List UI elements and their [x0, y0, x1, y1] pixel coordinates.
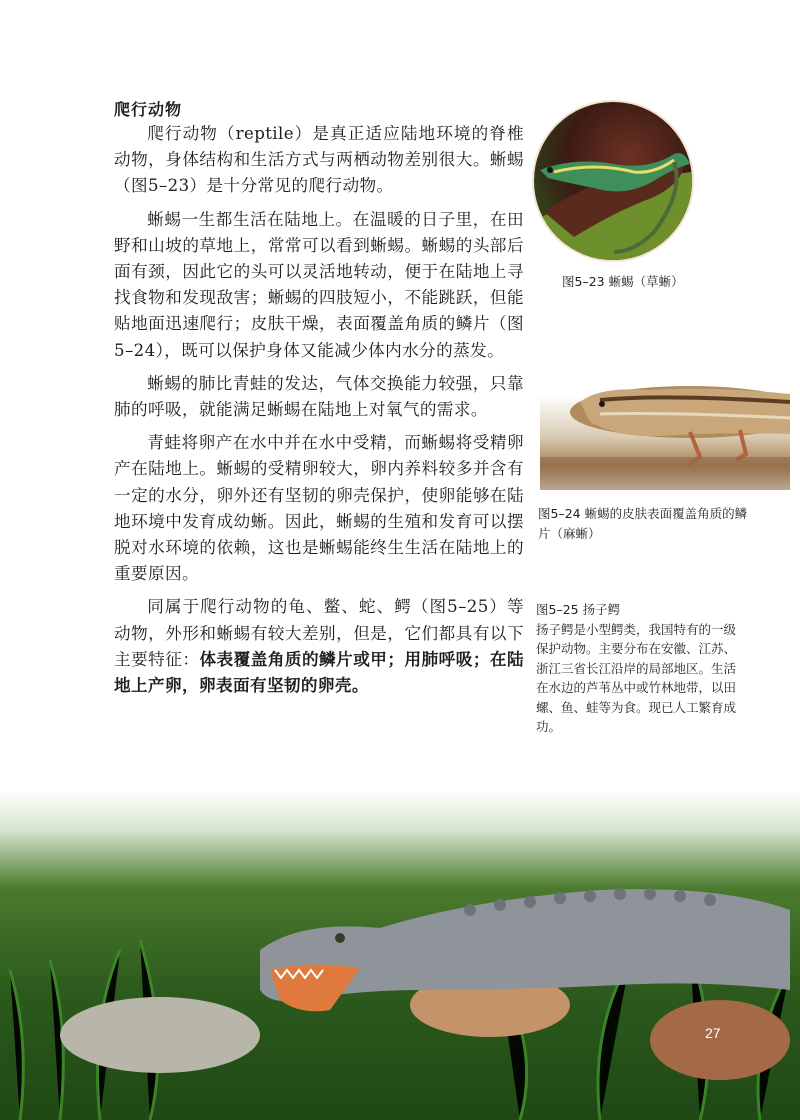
grass-lizard-illustration	[534, 102, 692, 260]
section-heading: 爬行动物	[114, 100, 183, 119]
main-text	[114, 121, 524, 706]
features-emphasis: 体表覆盖角质的鳞片或甲；用肺呼吸；在陆地上产卵，卵表面有坚韧的卵壳。	[114, 649, 524, 696]
figure-5-25-text: 扬子鳄是小型鳄类，我国特有的一级保护动物。主要分布在安徽、江苏、浙江三省长江沿岸的局部地区。生活在水边的芦苇丛中或竹林地带，以田螺、鱼、蛙等为食。现已人工繁育成功。	[536, 621, 737, 734]
figure-5-24-caption: 图5–24 蜥蜴的皮肤表面覆盖角质的鳞片（麻蜥）	[538, 506, 748, 541]
figure-5-25-title: 图5–25 扬子鳄	[536, 602, 621, 617]
features-lead: 同属于爬行动物的龟、鳖、蛇、鳄（图5–25）等动物，外形和蜥蜴有较大差别，但是，它们都具有以下主要特征：	[114, 597, 524, 669]
paragraph-features	[114, 594, 524, 699]
figure-5-25-caption	[536, 600, 736, 737]
page-number: 27	[705, 1025, 721, 1041]
paragraph: 青蛙将卵产在水中并在水中受精，而蜥蜴将受精卵产在陆地上。蜥蜴的受精卵较大，卵内养料较多并含有一定的水分，卵外还有坚韧的卵壳保护，使卵能够在陆地环境中发育成幼蜥。因此，蜥蜴的生殖和发育可以摆脱对水环境的依赖，这也是蜥蜴能终生生活在陆地上的重要原因。	[114, 433, 524, 584]
lizard-photo-circle	[532, 100, 694, 262]
chinese-alligator-photo	[0, 790, 800, 1120]
sand-lizard-illustration	[540, 372, 790, 490]
alligator-illustration	[0, 790, 800, 1120]
figure-5-23-caption: 图5–23 蜥蜴（草蜥）	[562, 274, 684, 289]
paragraph: 蜥蜴的肺比青蛙的发达，气体交换能力较强，只靠肺的呼吸，就能满足蜥蜴在陆地上对氧气的需求。	[114, 373, 524, 420]
scaly-lizard-photo	[540, 372, 790, 490]
paragraph: 蜥蜴一生都生活在陆地上。在温暖的日子里，在田野和山坡的草地上，常常可以看到蜥蜴。蜥蜴的头部后面有颈，因此它的头可以灵活地转动，便于在陆地上寻找食物和发现敌害；蜥蜴的四肢短小，不能跳跃，但能贴地面迅速爬行；皮肤干燥，表面覆盖角质的鳞片（图5–24），既可以保护身体又能减少体内水分的蒸发。	[114, 209, 524, 360]
paragraph: 爬行动物（reptile）是真正适应陆地环境的脊椎动物，身体结构和生活方式与两栖动物差别很大。蜥蜴（图5–23）是十分常见的爬行动物。	[114, 124, 524, 196]
